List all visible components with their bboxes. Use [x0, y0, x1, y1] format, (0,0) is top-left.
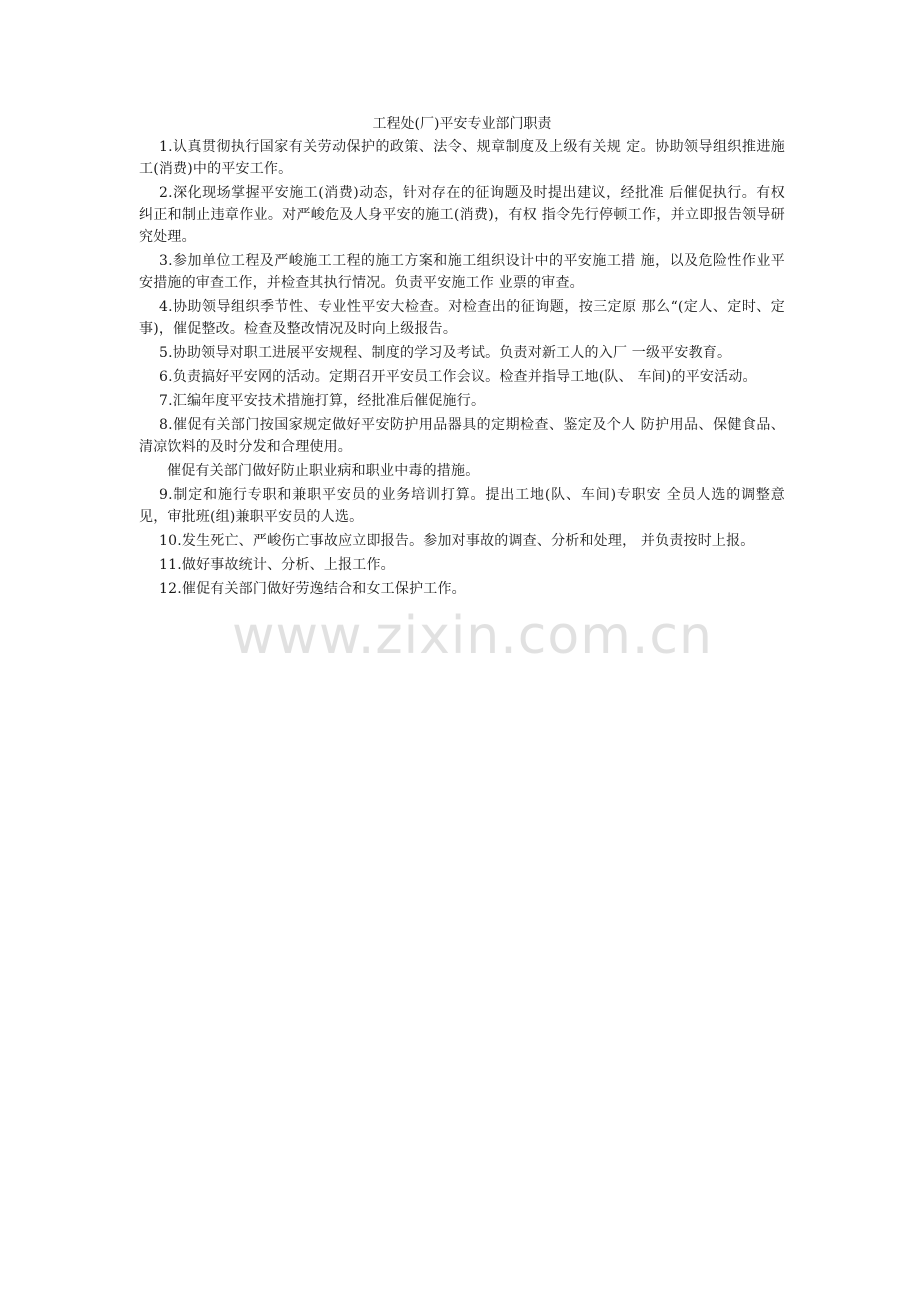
- duty-item-2: 2.深化现场掌握平安施工(消费)动态，针对存在的征询题及时提出建议，经批准 后催促执行。有权纠正和制止违章作业。对严峻危及人身平安的施工(消费)，有权 指令先行停顿工作，并立即报告领导研究处理。: [139, 185, 785, 245]
- duty-item-8: 8.催促有关部门按国家规定做好平安防护用品器具的定期检查、鉴定及个人 防护用品、保健食品、清凉饮料的及时分发和合理使用。: [139, 417, 785, 455]
- duty-item-8-note: 催促有关部门做好防止职业病和职业中毒的措施。: [167, 463, 480, 479]
- duty-item-11: 11.做好事故统计、分析、上报工作。: [159, 557, 395, 573]
- document-page: [139, 112, 785, 602]
- duty-item-3: 3.参加单位工程及严峻施工工程的施工方案和施工组织设计中的平安施工措 施，以及危险性作业平安措施的审查工作，并检查其执行情况。负责平安施工作 业票的审查。: [139, 253, 785, 291]
- duty-item-10: 10.发生死亡、严峻伤亡事故应立即报告。参加对事故的调查、分析和处理， 并负责按时上报。: [159, 533, 755, 549]
- duty-item-1: 1.认真贯彻执行国家有关劳动保护的政策、法令、规章制度及上级有关规 定。协助领导组织推进施工(消费)中的平安工作。: [139, 139, 785, 177]
- duty-item-7: 7.汇编年度平安技术措施打算，经批准后催促施行。: [159, 393, 486, 409]
- duty-item-4: 4.协助领导组织季节性、专业性平安大检查。对检查出的征询题，按三定原 那么“(定人、定时、定事)，催促整改。检查及整改情况及时向上级报告。: [139, 299, 785, 337]
- duty-item-5: 5.协助领导对职工进展平安规程、制度的学习及考试。负责对新工人的入厂 一级平安教育。: [159, 345, 732, 361]
- duty-item-12: 12.催促有关部门做好劳逸结合和女工保护工作。: [159, 581, 466, 597]
- duty-item-9: 9.制定和施行专职和兼职平安员的业务培训打算。提出工地(队、车间)专职安 全员人选的调整意见，审批班(组)兼职平安员的人选。: [139, 487, 785, 525]
- document-title: 工程处(厂)平安专业部门职责: [372, 116, 552, 132]
- duty-item-6: 6.负责搞好平安网的活动。定期召开平安员工作会议。检查并指导工地(队、 车间)的平安活动。: [159, 369, 757, 385]
- watermark: www.zixin.com.cn: [232, 606, 713, 666]
